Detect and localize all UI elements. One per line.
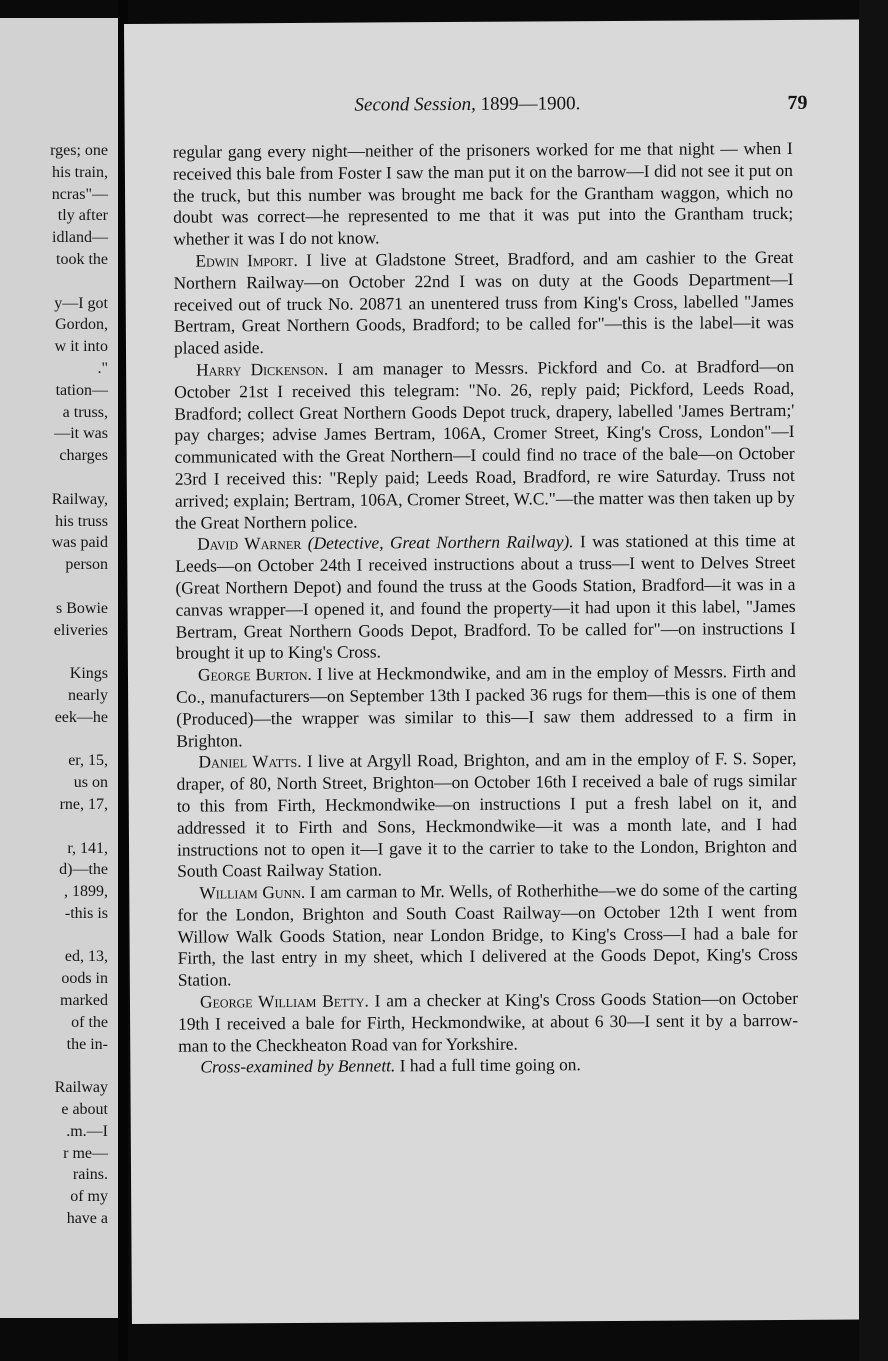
left-page-line — [0, 729, 108, 751]
left-page-line: marked — [60, 992, 108, 1010]
left-page-line: Railway — [54, 1079, 108, 1097]
left-page-line — [0, 271, 108, 293]
left-page-line: y—I got — [54, 294, 108, 312]
left-page-line — [0, 816, 108, 838]
left-page-line: tation— — [55, 381, 108, 399]
cross-examination — [178, 1053, 798, 1079]
left-page-line: Railway, — [51, 490, 108, 508]
right-page — [124, 20, 867, 1324]
witness-paragraph — [176, 661, 797, 752]
left-page-line: charges — [59, 447, 108, 465]
witness-name: Harry Dickenson. — [196, 358, 329, 380]
left-page-text — [0, 140, 108, 1230]
left-page-line: his truss — [55, 512, 108, 530]
paragraph-text: regular gang every night—neither of the prisoners worked for me that night — when I received this bale from Foster I saw the man put it on the barrow—I did not see it put on the truck, but this number was brought me back for the Grantham waggon, which no doubt was correct—he represented to me that it was put into the Grantham truck; whether it was I do not know. — [172, 137, 794, 249]
left-page-line: was paid — [51, 534, 108, 552]
paragraph — [173, 138, 794, 251]
left-page-line — [0, 641, 108, 663]
testimony-body — [173, 138, 799, 1079]
left-page-line: d)—the — [59, 861, 108, 879]
left-page-line: his train, — [52, 163, 108, 181]
left-page-line: rges; one — [50, 142, 108, 159]
witness-name: Edwin Import. — [195, 249, 298, 271]
left-page-line: nearly — [68, 686, 108, 704]
left-page — [0, 18, 118, 1318]
page-number: 79 — [787, 91, 808, 114]
paragraph-text: I am a checker at King's Cross Goods Station—on October 19th I received a bale for Firth, Heckmondwike, at about 6 30—I sent it by a barrow-man to the Checkheaton Road van for Yorkshire. — [178, 987, 799, 1056]
paragraph-text: I live at Argyll Road, Brighton, and am in the employ of F. S. Soper, draper, of 80, North Street, Brighton—on October 16th I received a bale of rugs similar to this from Firth, Heckmondwike—on instructions I put a fresh label on it, and addressed it to Firth and Sons, Heckmondwike—it was a month late, and I had instructions not to open it—I gave it to the carrier to take to the London, Brighton and South Coast Railway Station. — [176, 748, 798, 881]
witness-name: William Gunn. — [199, 882, 306, 903]
left-page-line: w it into — [54, 338, 108, 356]
paragraph-text: I am carman to Mr. Wells, of Rotherhithe—we do some of the carting for the London, Brighton and South Coast Railway—on October 12th I went from Willow Walk Goods Station, near London Bridge, to King's Cross—I had a bale for Firth, the last entry in my sheet, which I delivered at the Goods Depot, King's Cross Station. — [177, 878, 798, 990]
witness-paragraph — [176, 748, 797, 883]
left-page-line — [0, 925, 108, 947]
witness-name: George William Betty. — [199, 990, 369, 1012]
left-page-line: the in- — [66, 1035, 108, 1053]
left-page-line: of the — [71, 1013, 108, 1031]
left-page-line: .m.—I — [66, 1122, 108, 1140]
left-page-line: s Bowie — [56, 599, 108, 617]
witness-paragraph — [174, 356, 795, 534]
left-page-line: idland— — [52, 229, 108, 247]
witness-name: David Warner — [197, 533, 302, 554]
left-page-line: —it was — [54, 425, 108, 443]
left-page-line: oods in — [61, 970, 108, 988]
left-page-line: have a — [66, 1210, 108, 1228]
cross-examination-text: I had a full time going on. — [399, 1054, 581, 1076]
left-page-line: r, 141, — [67, 839, 108, 857]
left-page-line: a truss, — [62, 403, 108, 421]
left-page-line: er, 15, — [68, 752, 108, 770]
session-title: Second Session, 1899—1900. — [354, 93, 581, 116]
left-page-line: , 1899, — [64, 883, 108, 901]
witness-paragraph — [173, 247, 794, 360]
witness-name: George Burton. — [197, 663, 312, 685]
paragraph-text: I am manager to Messrs. Pickford and Co. at Bradford—on October 21st I received this telegram: "No. 26, reply paid; Pickford, Leeds Road, Bradford; collect Great Northern Goods Depot truck, drapery, labelled 'James Bertram;' pay charges; advise James Bertram, 106A, Cromer Street, King's Cross, London"—I communicated with the Great Northern—I could find no trace of the bale—on October 23rd I received this: "Reply paid; Leeds Road, Bradford, re wire Saturday. Truss not arrived; explain; Bertram, 106A, Cromer Street, W.C."—the matter was then taken up by the Great Northern police. — [174, 355, 795, 533]
left-page-line: rne, 17, — [59, 795, 108, 813]
left-page-line: Gordon, — [55, 316, 108, 334]
left-page-line: ncras"— — [51, 185, 108, 203]
cross-examination-label: Cross-examined by Bennett. — [200, 1055, 396, 1078]
left-page-line: person — [65, 556, 108, 574]
session-years: 1899—1900. — [480, 93, 581, 115]
witness-paragraph — [175, 530, 796, 665]
paragraph-text: I live at Gladstone Street, Bradford, and am cashier to the Great Northern Railway—on October 22nd I was on duty at the Goods Department—I received out of truck No. 20871 an unentered truss from King's Cross, labelled "James Bertram, Great Northern Goods, Bradford; to be called for"—this is the label—it was placed aside. — [173, 246, 794, 358]
paragraph-text: I was stationed at this time at Leeds—on October 24th I received instructions about a truss—I went to Delves Street (Great Northern Depot) and found the truss at the Goods Station, Bradford—it was in a canvas wrapper—I opened it, and found the property—it had upon it this label, "James Bertram, Great Northern Goods Depot, Bradford. To be called for"—on instructions I brought it up to King's Cross. — [175, 530, 796, 664]
page-edge — [859, 0, 888, 1361]
left-page-line: -this is — [64, 904, 108, 922]
left-page-line: tly after — [57, 207, 108, 225]
witness-paragraph — [178, 988, 798, 1057]
running-header — [124, 92, 859, 122]
witness-role: (Detective, Great Northern Railway). — [307, 531, 574, 554]
left-page-line: took the — [56, 250, 108, 268]
left-page-line — [0, 576, 108, 598]
left-page-line — [0, 467, 108, 489]
left-page-line: r me— — [63, 1144, 108, 1162]
left-page-line: Kings — [69, 665, 108, 683]
witness-name: Daniel Watts. — [198, 751, 302, 772]
paragraph-text: I live at Heckmondwike, and am in the employ of Messrs. Firth and Co., manufacturers—on September 13th I packed 36 rugs for them—this is one of them (Produced)—the wrapper was similar to this—I saw them addressed to a firm in Brighton. — [176, 661, 797, 751]
left-page-line: e about — [61, 1101, 108, 1119]
witness-paragraph — [177, 879, 798, 992]
left-page-line: of my — [70, 1188, 108, 1206]
left-page-line — [0, 1055, 108, 1077]
left-page-line: ." — [97, 359, 108, 377]
left-page-line: ed, 13, — [64, 948, 108, 966]
left-page-line: us on — [73, 774, 108, 792]
left-page-line: eliveries — [53, 621, 108, 639]
left-page-line: eek—he — [54, 708, 108, 726]
left-page-line: rains. — [72, 1166, 108, 1184]
